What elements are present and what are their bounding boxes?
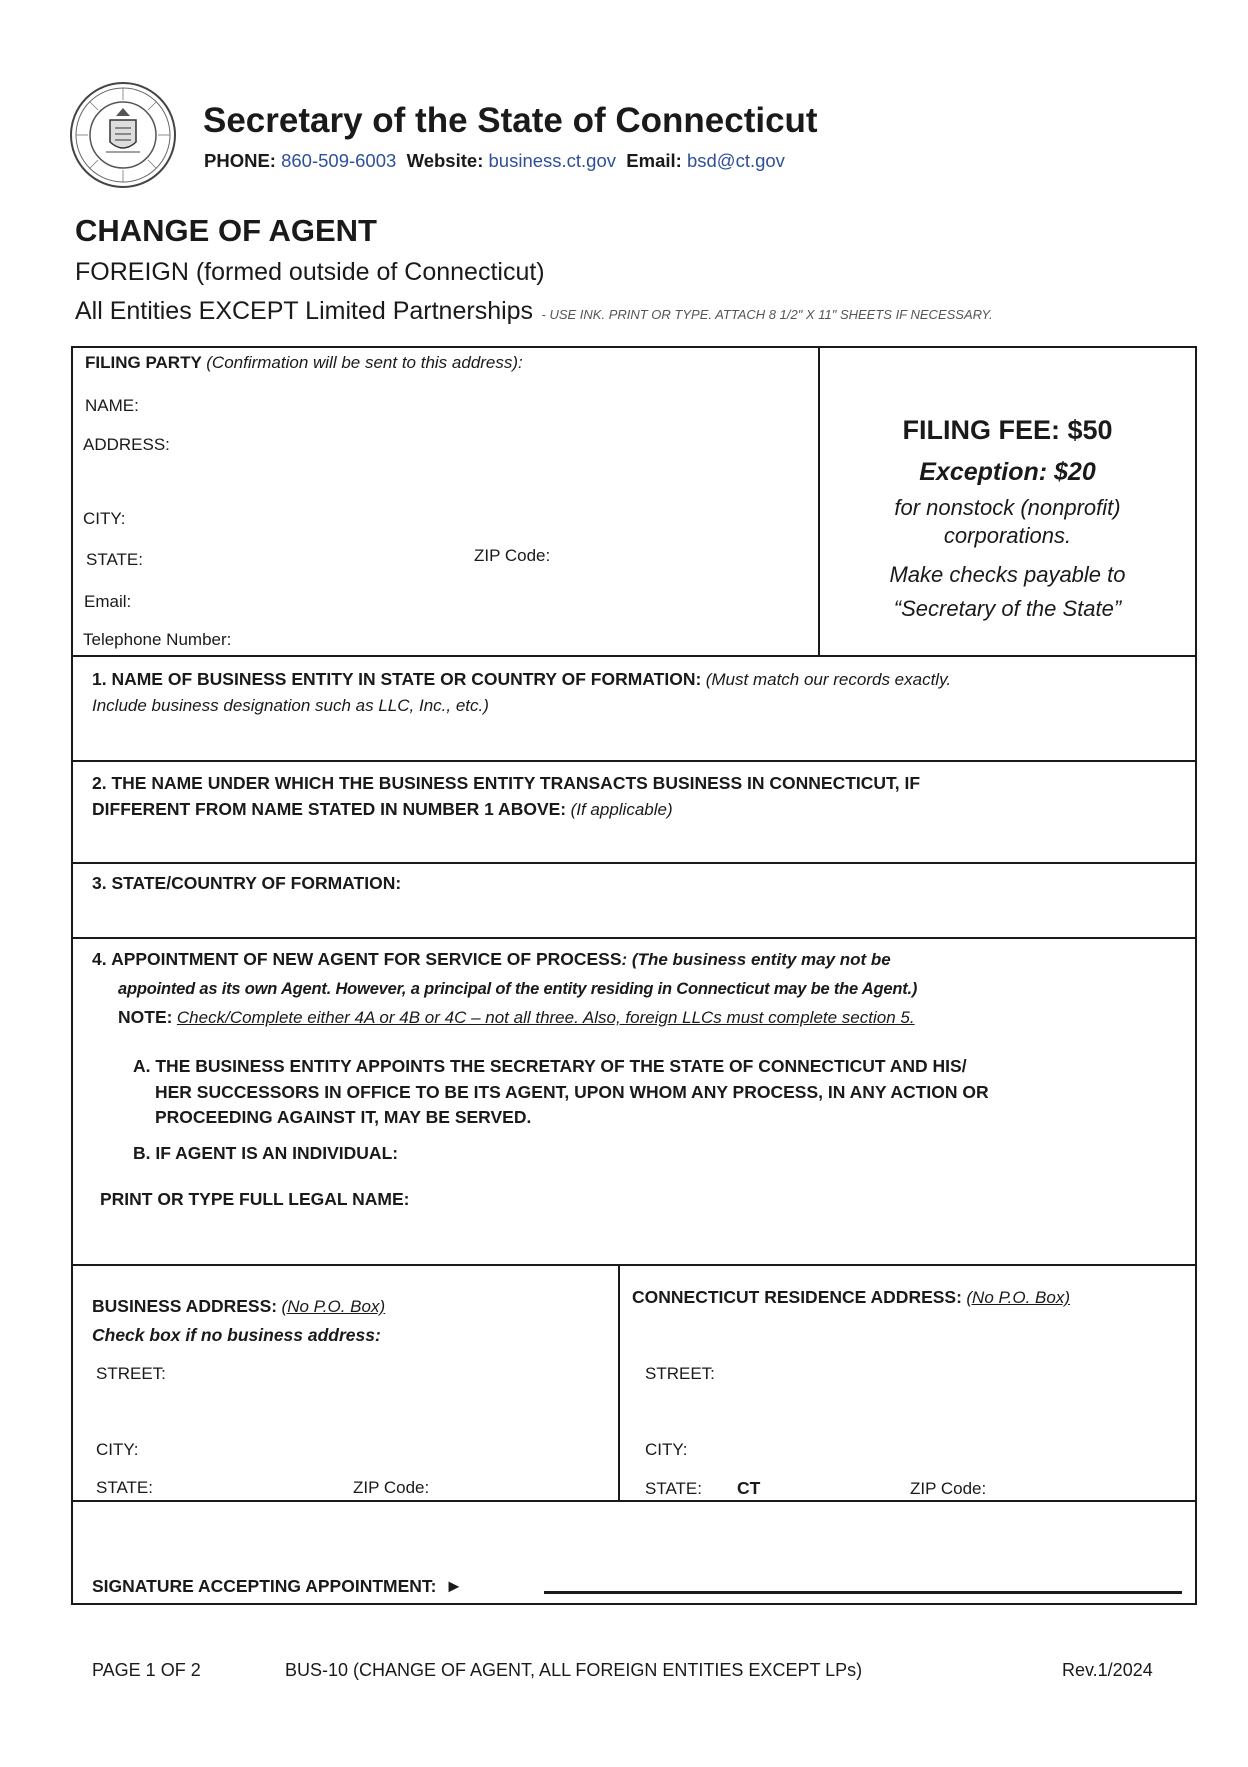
- filing-city-label: CITY:: [83, 509, 126, 528]
- business-city-label: CITY:: [96, 1440, 139, 1459]
- signature-line[interactable]: [544, 1591, 1182, 1594]
- checks-payable-1: Make checks payable to: [889, 562, 1126, 587]
- residence-address-heading: [632, 1287, 1070, 1308]
- section-4-note-text: Check/Complete either 4A or 4B or 4C – not all three. Also, foreign LLCs must complete section 5.: [176, 1008, 915, 1027]
- ink-instructions: - USE INK. PRINT OR TYPE. ATTACH 8 1/2" X 11" SHEETS IF NECESSARY.: [541, 307, 993, 322]
- option-4a: [133, 1054, 989, 1131]
- filing-state-label: STATE:: [86, 550, 143, 569]
- filing-fee: FILING FEE: $50: [902, 415, 1113, 445]
- no-business-address-checkbox-label[interactable]: Check box if no business address:: [92, 1325, 381, 1345]
- exception-note-2: corporations.: [943, 523, 1072, 548]
- form-main-title: CHANGE OF AGENT: [75, 213, 377, 248]
- print-full-name-label: PRINT OR TYPE FULL LEGAL NAME:: [100, 1189, 410, 1209]
- contact-line: [204, 150, 785, 172]
- filing-party-note: (Confirmation will be sent to this address):: [206, 353, 523, 372]
- exception-note-1: for nonstock (nonprofit): [894, 495, 1121, 520]
- section-2: [92, 771, 1187, 823]
- phone-link[interactable]: 860-509-6003: [281, 150, 397, 171]
- section-4: [92, 945, 1187, 1033]
- business-no-po: (No P.O. Box): [281, 1297, 386, 1316]
- residence-zip-label: ZIP Code:: [910, 1479, 987, 1498]
- filing-address-label: ADDRESS:: [83, 435, 170, 454]
- residence-state-value: CT: [737, 1478, 761, 1498]
- business-address-title: BUSINESS ADDRESS:: [92, 1296, 278, 1316]
- fee-box: [820, 410, 1195, 626]
- residence-address-title: CONNECTICUT RESIDENCE ADDRESS:: [632, 1287, 962, 1307]
- signature-label: SIGNATURE ACCEPTING APPOINTMENT:: [92, 1576, 437, 1596]
- filing-party-heading: [85, 353, 523, 373]
- section-2-note: (If applicable): [570, 800, 673, 819]
- footer-page: PAGE 1 OF 2: [92, 1660, 201, 1680]
- residence-no-po: (No P.O. Box): [966, 1288, 1071, 1307]
- signature-row: [92, 1576, 463, 1597]
- section-1-note-2: Include business designation such as LLC, Inc., etc.): [92, 696, 489, 715]
- footer-form-id: BUS-10 (CHANGE OF AGENT, ALL FOREIGN ENTITIES EXCEPT LPs): [285, 1660, 863, 1680]
- section-3-heading: 3. STATE/COUNTRY OF FORMATION:: [92, 873, 402, 893]
- signature-arrow-icon: ►: [444, 1576, 463, 1596]
- option-4b: B. IF AGENT IS AN INDIVIDUAL:: [133, 1143, 399, 1163]
- section-1: [92, 667, 1187, 719]
- section-4-note-label: NOTE:: [118, 1007, 173, 1027]
- website-link[interactable]: business.ct.gov: [488, 150, 617, 171]
- filing-phone-label: Telephone Number:: [83, 630, 232, 649]
- filing-party-title: FILING PARTY: [85, 353, 202, 372]
- email-label: Email:: [626, 150, 682, 171]
- website-label: Website:: [406, 150, 484, 171]
- residence-street-label: STREET:: [645, 1364, 715, 1383]
- section-2-heading-2: DIFFERENT FROM NAME STATED IN NUMBER 1 ABOVE:: [92, 799, 567, 819]
- footer-revision: Rev.1/2024: [1062, 1660, 1153, 1680]
- entities-text: All Entities EXCEPT Limited Partnerships: [75, 297, 534, 325]
- section-1-note-1: (Must match our records exactly.: [705, 670, 952, 689]
- residence-state-label: STATE:: [645, 1479, 702, 1498]
- form-subtitle-foreign: FOREIGN (formed outside of Connecticut): [75, 258, 545, 286]
- agency-title: Secretary of the State of Connecticut: [203, 101, 818, 140]
- state-seal: [68, 80, 178, 190]
- option-4a-line-3: PROCEEDING AGAINST IT, MAY BE SERVED.: [155, 1107, 532, 1127]
- section-2-heading-1: 2. THE NAME UNDER WHICH THE BUSINESS ENTITY TRANSACTS BUSINESS IN CONNECTICUT, IF: [92, 773, 921, 793]
- business-state-label: STATE:: [96, 1478, 153, 1497]
- phone-label: PHONE:: [204, 150, 276, 171]
- business-zip-label: ZIP Code:: [353, 1478, 430, 1497]
- business-street-label: STREET:: [96, 1364, 166, 1383]
- option-4a-line-2: HER SUCCESSORS IN OFFICE TO BE ITS AGENT, UPON WHOM ANY PROCESS, IN ANY ACTION OR: [155, 1081, 989, 1102]
- section-4-note-1: : (The business entity may not be: [621, 950, 891, 969]
- form-subtitle-entities: [75, 297, 993, 326]
- filing-name-label: NAME:: [85, 396, 139, 415]
- filing-email-label: Email:: [84, 592, 132, 611]
- option-4a-line-1: A. THE BUSINESS ENTITY APPOINTS THE SECRETARY OF THE STATE OF CONNECTICUT AND HIS/: [133, 1056, 967, 1076]
- fee-exception: Exception: $20: [919, 458, 1096, 486]
- section-4-heading: APPOINTMENT OF NEW AGENT FOR SERVICE OF PROCESS: [111, 949, 622, 969]
- business-address-heading: [92, 1296, 385, 1317]
- residence-city-label: CITY:: [645, 1440, 688, 1459]
- section-4-note-2: appointed as its own Agent. However, a principal of the entity residing in Connecticut may be the Agent.): [118, 980, 918, 998]
- section-4-number: 4.: [92, 949, 107, 969]
- email-link[interactable]: bsd@ct.gov: [686, 150, 785, 171]
- filing-zip-label: ZIP Code:: [474, 546, 551, 565]
- checks-payable-2: “Secretary of the State”: [893, 596, 1122, 621]
- section-1-heading: 1. NAME OF BUSINESS ENTITY IN STATE OR COUNTRY OF FORMATION:: [92, 669, 702, 689]
